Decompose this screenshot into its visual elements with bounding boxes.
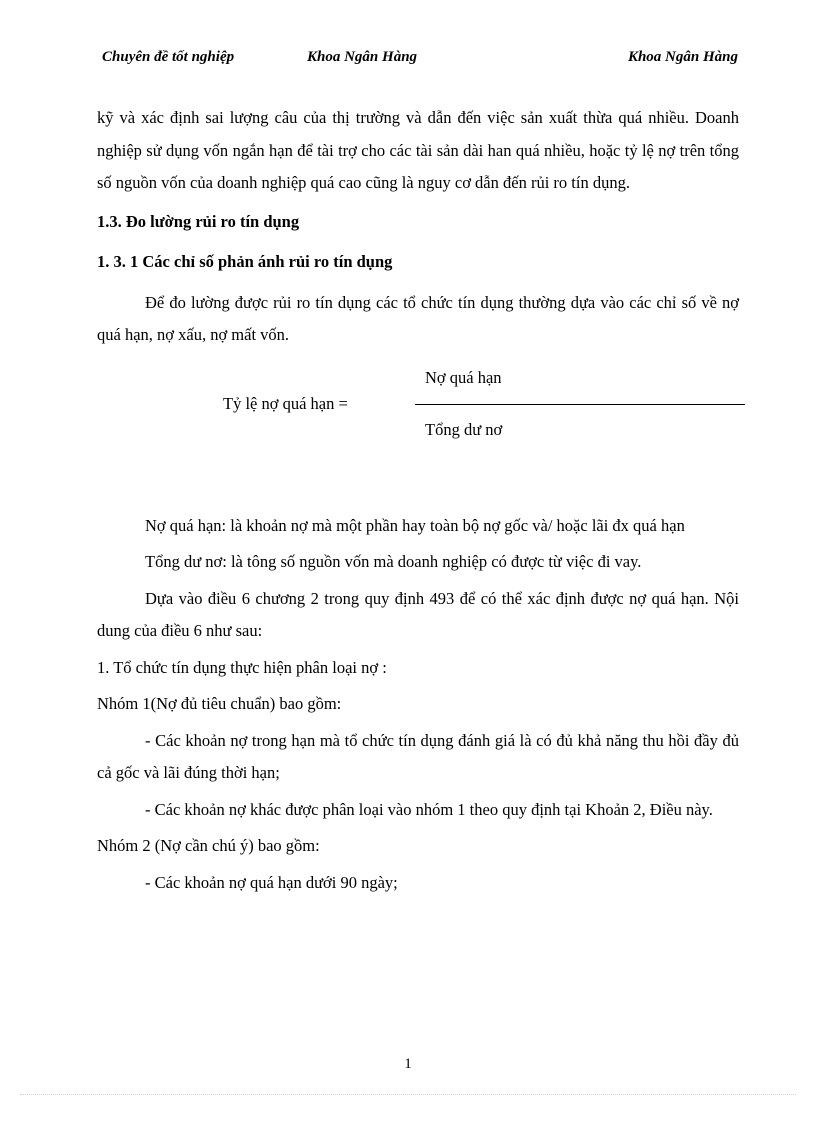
header-faculty: Khoa Ngân Hàng bbox=[307, 49, 418, 65]
group-1-item-2: - Các khoản nợ khác được phân loại vào nhóm 1 theo quy định tại Khoản 2, Điều này. bbox=[145, 799, 713, 819]
definition-overdue: Nợ quá hạn: là khoản nợ mà một phần hay toàn bộ nợ gốc và/ hoặc lãi đx quá hạn bbox=[145, 515, 685, 535]
group-2-heading: Nhóm 2 (Nợ cần chú ý) bao gồm: bbox=[97, 836, 320, 855]
group-1-item-1: - Các khoản nợ trong hạn mà tổ chức tín dụng đánh giá là có đủ khả năng thu hồi đầy đủ cả gốc và lãi đúng thời hạn; bbox=[97, 730, 739, 782]
paragraph-intro: Để đo lường được rủi ro tín dụng các tổ chức tín dụng thường dựa vào các chỉ số về nợ quá hạn, nợ xấu, nợ mất vốn. bbox=[97, 292, 739, 344]
formula-numerator: Nợ quá hạn bbox=[425, 367, 502, 387]
page-header bbox=[102, 49, 738, 73]
paragraph-continuation: kỹ và xác định sai lượng câu của thị trường và dẫn đến việc sản xuất thừa quá nhiều. Doanh nghiệp sử dụng vốn ngắn hạn để tài trợ cho các tài sản dài han quá nhiều, hoặc tỷ lệ nợ trên tổng số nguồn vốn của doanh nghiệp quá cao cũng là nguy cơ dẫn đến rủi ro tín dụng. bbox=[97, 108, 739, 192]
page-number: 1 bbox=[404, 1056, 412, 1072]
list-heading: 1. Tổ chức tín dụng thực hiện phân loại nợ : bbox=[97, 657, 387, 677]
document-body bbox=[97, 102, 739, 899]
page-bottom-rule bbox=[20, 1094, 796, 1095]
formula-denominator: Tổng dư nơ bbox=[425, 419, 503, 439]
section-heading: 1.3. Đo lường rủi ro tín dụng bbox=[97, 211, 300, 231]
header-rule bbox=[102, 74, 738, 75]
definition-outstanding: Tổng dư nơ: là tông số nguồn vốn mà doanh nghiệp có được từ việc đi vay. bbox=[145, 552, 642, 571]
fraction-bar bbox=[415, 404, 745, 405]
header-doc-type: Chuyên đề tốt nghiệp bbox=[102, 49, 235, 65]
ratio-formula bbox=[97, 362, 739, 462]
formula-label: Tỷ lệ nợ quá hạn = bbox=[223, 393, 348, 413]
group-1-heading: Nhóm 1(Nợ đủ tiêu chuẩn) bao gồm: bbox=[97, 694, 342, 713]
subsection-heading: 1. 3. 1 Các chỉ số phản ánh rủi ro tín dụng bbox=[97, 252, 393, 271]
group-2-item-1: - Các khoản nợ quá hạn dưới 90 ngày; bbox=[145, 872, 398, 892]
header-faculty-right: Khoa Ngân Hàng bbox=[627, 49, 738, 65]
paragraph-regulation: Dựa vào điều 6 chương 2 trong quy định 493 để có thể xác định được nợ quá hạn. Nội dung của điều 6 như sau: bbox=[97, 588, 739, 640]
